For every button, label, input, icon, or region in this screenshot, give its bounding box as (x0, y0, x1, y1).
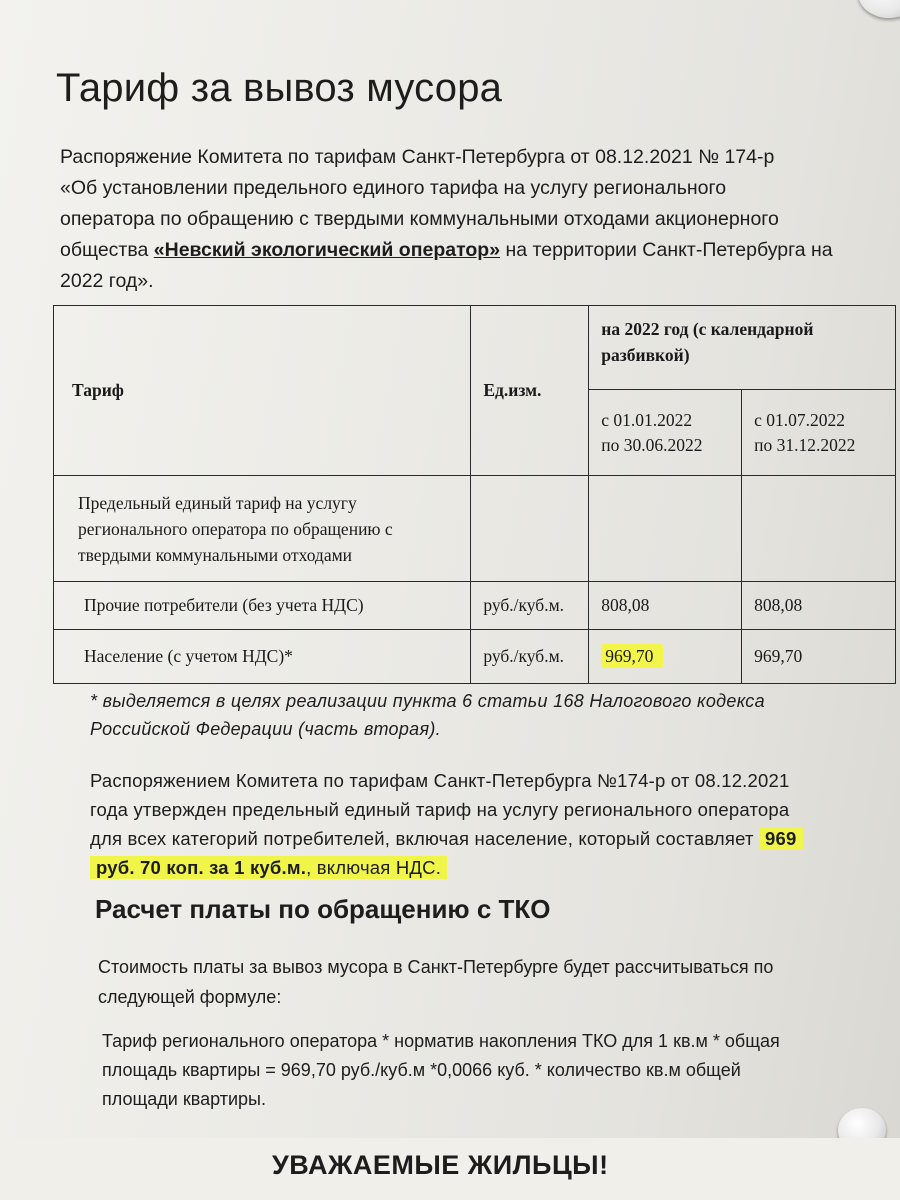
intro-line: оператора по обращению с твердыми коммунальными отходами акционерного (60, 208, 779, 230)
table-row (54, 476, 896, 582)
order-text: , включая НДС. (306, 857, 442, 878)
row-value-1: 808,08 (589, 582, 742, 630)
highlighted-value: 969,70 (601, 644, 663, 668)
section-title: Расчет платы по обращению с ТКО (95, 894, 551, 924)
pushpin-icon (858, 0, 900, 18)
row-value-2: 969,70 (742, 630, 896, 684)
intro-text: общества (60, 239, 154, 261)
formula-line: площадь квартиры = 969,70 руб./куб.м *0,0066 куб. * количество кв.м общей (102, 1060, 741, 1080)
formula-intro-line: следующей формуле: (98, 987, 282, 1007)
row-unit (471, 476, 589, 582)
period-1-start: с 01.01.2022 (601, 409, 693, 430)
highlighted-amount-line (90, 856, 447, 879)
row-name: Население (с учетом НДС)* (54, 630, 471, 684)
highlighted-amount: 969 (759, 827, 802, 850)
order-line (90, 824, 870, 853)
row-value-1 (589, 476, 742, 582)
intro-line: «Об установлении предельного единого тарифа на услугу регионального (60, 177, 727, 199)
notice-heading: УВАЖАЕМЫЕ ЖИЛЬЦЫ! (272, 1150, 609, 1180)
intro-line (60, 235, 860, 266)
header-unit: Ед.изм. (471, 306, 589, 476)
order-paragraph (90, 766, 870, 882)
header-tariff: Тариф (54, 306, 471, 476)
footnote-line: Российской Федерации (часть вторая). (90, 719, 441, 739)
row-value-1 (589, 630, 742, 684)
table-row (54, 582, 896, 630)
header-period-1 (589, 390, 742, 476)
intro-line: 2022 год». (60, 270, 154, 292)
order-text: для всех категорий потребителей, включая население, который составляет (90, 828, 760, 849)
formula-intro-line: Стоимость платы за вывоз мусора в Санкт-Петербурге будет рассчитываться по (98, 957, 774, 977)
formula-line: площади квартиры. (102, 1089, 266, 1109)
formula-intro (98, 952, 858, 1012)
header-period-2 (742, 390, 896, 476)
row-unit: руб./куб.м. (471, 630, 589, 684)
row-name: Прочие потребители (без учета НДС) (54, 582, 471, 630)
highlighted-amount: руб. 70 коп. за 1 куб.м. (96, 857, 307, 878)
formula-line: Тариф регионального оператора * норматив накопления ТКО для 1 кв.м * общая (102, 1031, 780, 1051)
formula-text (102, 1027, 862, 1114)
page-title: Тариф за вывоз мусора (56, 66, 503, 110)
tariff-table (53, 305, 896, 684)
row-name: Предельный единый тариф на услугу регионального оператора по обращению с твердыми коммунальными отходами (54, 476, 471, 582)
row-value-2 (742, 476, 896, 582)
intro-text: на территории Санкт-Петербурга на (500, 239, 833, 261)
footnote-line: * выделяется в целях реализации пункта 6 статьи 168 Налогового кодекса (90, 691, 765, 711)
period-2-start: с 01.07.2022 (754, 409, 846, 430)
order-line: Распоряжением Комитета по тарифам Санкт-Петербурга №174-р от 08.12.2021 (90, 770, 790, 791)
period-1-end: по 30.06.2022 (601, 434, 703, 455)
header-period: на 2022 год (с календарной разбивкой) (589, 306, 896, 390)
intro-line: Распоряжение Комитета по тарифам Санкт-Петербурга от 08.12.2021 № 174-р (60, 146, 775, 168)
order-line: года утвержден предельный единый тариф на услугу регионального оператора (90, 799, 790, 820)
operator-name: «Невский экологический оператор» (153, 239, 501, 261)
decree-intro (60, 142, 860, 297)
period-2-end: по 31.12.2022 (754, 434, 856, 455)
row-unit: руб./куб.м. (471, 582, 589, 630)
footnote (90, 687, 870, 743)
order-line (90, 853, 870, 882)
row-value-2: 808,08 (742, 582, 896, 630)
table-row (54, 630, 896, 684)
